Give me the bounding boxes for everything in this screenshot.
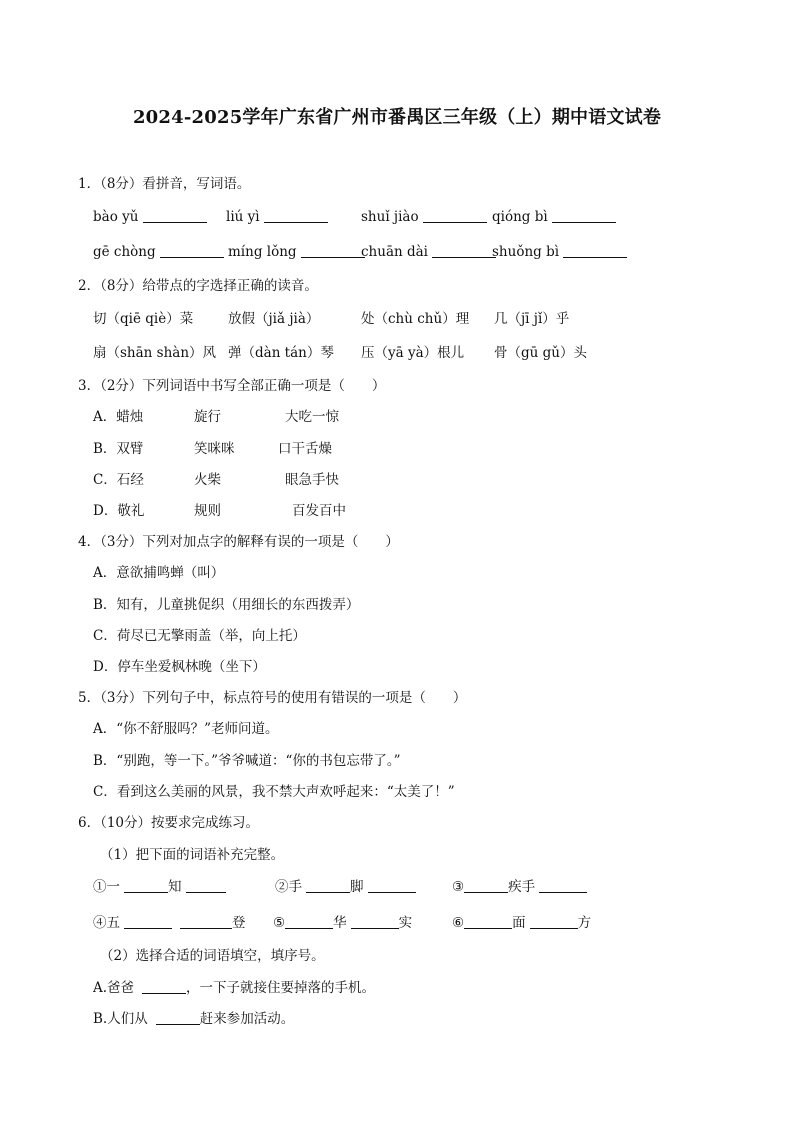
- option-a[interactable]: A．“你不舒服吗？”老师问道。: [93, 721, 279, 737]
- reading-choice[interactable]: 扇（shān shàn）风: [93, 345, 217, 361]
- pinyin-text: liú yì: [226, 209, 260, 225]
- answer-blank[interactable]: [124, 914, 172, 929]
- pinyin-text: shuǒng bì: [492, 244, 560, 260]
- option-b[interactable]: B．知有，儿童挑促织（用细长的东西拨弄）: [93, 597, 360, 613]
- idiom-item: [452, 878, 587, 896]
- idiom-text: 登: [232, 915, 246, 931]
- answer-blank[interactable]: [180, 914, 232, 929]
- sentence-text: A.爸爸: [93, 980, 135, 996]
- option-c[interactable]: C．石经: [93, 472, 144, 488]
- idiom-text: 方: [577, 915, 592, 931]
- answer-blank[interactable]: [530, 914, 578, 929]
- pinyin-text: chuān dài: [361, 244, 428, 260]
- answer-blank[interactable]: [285, 914, 333, 929]
- option-word: 大吃一惊: [285, 409, 339, 425]
- idiom-text: ③: [452, 879, 465, 895]
- answer-blank[interactable]: [368, 878, 416, 893]
- idiom-text: 华: [333, 915, 347, 931]
- answer-blank[interactable]: [143, 208, 207, 223]
- question-5-stem: 5．（3分）下列句子中，标点符号的使用有错误的一项是（ ）: [78, 690, 467, 706]
- answer-blank[interactable]: [423, 208, 487, 223]
- idiom-text: 疾手: [508, 879, 536, 895]
- answer-blank[interactable]: [563, 243, 627, 258]
- pinyin-text: bào yǔ: [93, 209, 139, 225]
- idiom-text: 脚: [350, 879, 364, 895]
- reading-choice[interactable]: 放假（jiǎ jià）: [228, 311, 320, 327]
- answer-blank[interactable]: [351, 914, 399, 929]
- option-b[interactable]: B．双臂: [93, 441, 144, 457]
- pinyin-item: [492, 243, 627, 261]
- reading-choice[interactable]: 切（qiē qiè）菜: [93, 311, 194, 327]
- answer-blank[interactable]: [539, 878, 587, 893]
- option-word: 眼急手快: [285, 472, 339, 488]
- answer-blank[interactable]: [306, 878, 350, 893]
- option-word: 火柴: [194, 472, 221, 488]
- idiom-text: 面: [512, 915, 526, 931]
- question-1-stem: 1．（8分）看拼音，写词语。: [78, 176, 251, 192]
- question-2-stem: 2．（8分）给带点的字选择正确的读音。: [78, 278, 318, 294]
- reading-choice[interactable]: 几（jī jǐ）乎: [494, 311, 570, 327]
- idiom-item: [452, 914, 591, 932]
- answer-blank[interactable]: [124, 878, 168, 893]
- page-title: 2024-2025学年广东省广州市番禺区三年级（上）期中语文试卷: [132, 107, 662, 128]
- answer-blank[interactable]: [464, 878, 508, 893]
- option-word: 旋行: [194, 409, 221, 425]
- option-c[interactable]: C．看到这么美丽的风景，我不禁大声欢呼起来：“太美了！”: [93, 784, 455, 800]
- idiom-item: [93, 878, 226, 896]
- idiom-text: ④五: [93, 915, 120, 931]
- pinyin-text: gē chòng: [93, 244, 156, 260]
- reading-choice[interactable]: 处（chù chǔ）理: [361, 311, 470, 327]
- answer-blank[interactable]: [160, 243, 224, 258]
- answer-blank[interactable]: [464, 914, 512, 929]
- pinyin-text: qióng bì: [492, 209, 548, 225]
- sentence-text: ，一下子就接住要掉落的手机。: [186, 980, 376, 996]
- option-a[interactable]: A．意欲捕鸣蝉（叫）: [93, 565, 225, 581]
- option-b[interactable]: B．“别跑，等一下。”爷爷喊道：“你的书包忘带了。”: [93, 753, 401, 769]
- fill-sentence-b: [93, 1010, 294, 1028]
- answer-blank[interactable]: [156, 1010, 200, 1025]
- idiom-item: [273, 914, 412, 932]
- pinyin-item: [93, 208, 207, 226]
- reading-choice[interactable]: 弹（dàn tán）琴: [228, 345, 334, 361]
- pinyin-text: míng lǒng: [228, 244, 297, 260]
- idiom-text: 知: [168, 879, 182, 895]
- subquestion-1: （1）把下面的词语补充完整。: [100, 847, 285, 863]
- option-word: 规则: [194, 503, 221, 519]
- idiom-text: ②手: [275, 879, 302, 895]
- idiom-item: [93, 914, 246, 932]
- question-3-stem: 3．（2分）下列词语中书写全部正确一项是（ ）: [78, 378, 386, 394]
- option-word: 笑咪咪: [194, 441, 235, 457]
- pinyin-item: [492, 208, 616, 226]
- idiom-text: ⑤: [273, 915, 286, 931]
- option-d[interactable]: D．敬礼: [93, 503, 145, 519]
- option-d[interactable]: D．停车坐爱枫林晚（坐下）: [93, 659, 266, 675]
- reading-choice[interactable]: 压（yā yà）根儿: [361, 345, 465, 361]
- answer-blank[interactable]: [301, 243, 365, 258]
- answer-blank[interactable]: [142, 979, 186, 994]
- idiom-text: 实: [398, 915, 413, 931]
- fill-sentence-a: [93, 979, 375, 997]
- option-a[interactable]: A．蜡烛: [93, 409, 144, 425]
- answer-blank[interactable]: [432, 243, 496, 258]
- pinyin-item: [361, 208, 487, 226]
- pinyin-item: [93, 243, 224, 261]
- pinyin-text: shuǐ jiào: [361, 209, 419, 225]
- option-word: 口干舌燥: [278, 441, 332, 457]
- answer-blank[interactable]: [264, 208, 328, 223]
- sentence-text: 赶来参加活动。: [199, 1011, 295, 1027]
- answer-blank[interactable]: [552, 208, 616, 223]
- reading-choice[interactable]: 骨（gū gǔ）头: [494, 345, 587, 361]
- pinyin-item: [361, 243, 496, 261]
- question-4-stem: 4．（3分）下列对加点字的解释有误的一项是（ ）: [78, 534, 399, 550]
- subquestion-2: （2）选择合适的词语填空，填序号。: [100, 948, 325, 964]
- option-word: 百发百中: [292, 503, 346, 519]
- idiom-item: [275, 878, 416, 896]
- idiom-text: ⑥: [452, 915, 465, 931]
- question-6-stem: 6．（10分）按要求完成练习。: [78, 815, 260, 831]
- idiom-text: ①一: [93, 879, 120, 895]
- pinyin-item: [226, 208, 328, 226]
- pinyin-item: [228, 243, 365, 261]
- answer-blank[interactable]: [186, 878, 226, 893]
- option-c[interactable]: C．荷尽已无擎雨盖（举，向上托）: [93, 628, 306, 644]
- sentence-text: B.人们从: [93, 1011, 148, 1027]
